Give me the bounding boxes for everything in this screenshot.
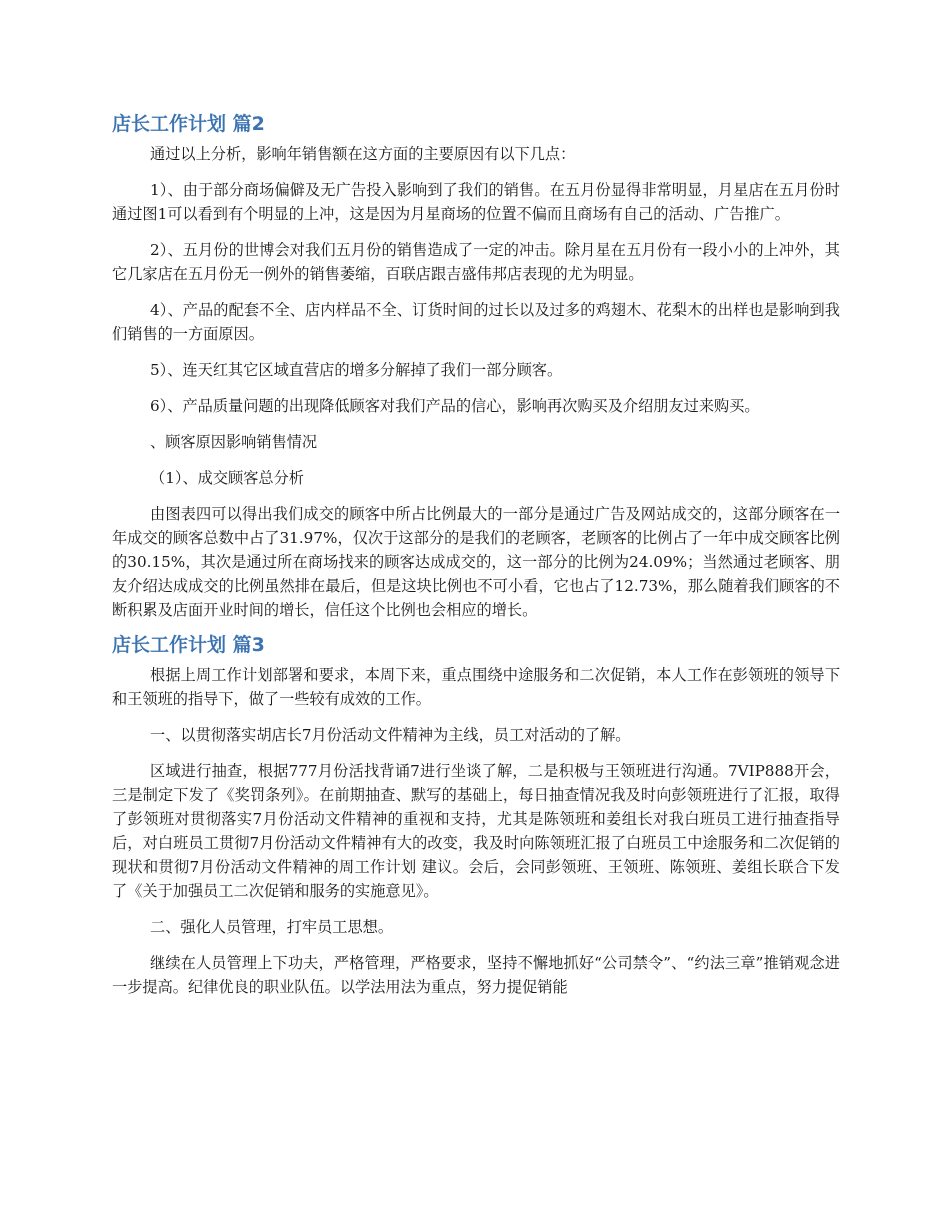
paragraph: 5）、连天红其它区域直营店的增多分解掉了我们一部分顾客。 [150, 361, 563, 379]
paragraph: 4）、产品的配套不全、店内样品不全、订货时间的过长以及过多的鸡翅木、花梨木的出样也是影响到我们销售的一方面原因。 [112, 301, 840, 343]
paragraph: 二、强化人员管理，打牢员工思想。 [150, 918, 393, 936]
paragraph: 一、以贯彻落实胡店长7月份活动文件精神为主线，员工对活动的了解。 [150, 726, 631, 744]
paragraph: 6）、产品质量问题的出现降低顾客对我们产品的信心，影响再次购买及介绍朋友过来购买。 [150, 397, 760, 415]
paragraph: 区域进行抽查，根据777月份活找背诵7进行坐谈了解，二是积极与王领班进行沟通。7VIP888开会，三是制定下发了《奖罚条列》。在前期抽查、默写的基础上，每日抽查情况我及时向彭领班进行了汇报，取得了彭领班对贯彻落实7月份活动文件精神的重视和支持，尤其是陈领班和姜组长对我白班员工进行抽查指导后，对白班员工贯彻7月份活动文件精神有大的改变，我及时向陈领班汇报了白班员工中途服务和二次促销的现状和贯彻7月份活动文件精神的周工作计划 建议。会后，会同彭领班、王领班、陈领班、姜组长联合下发了《关于加强员工二次促销和服务的实施意见》。 [112, 762, 840, 900]
paragraph: 通过以上分析，影响年销售额在这方面的主要原因有以下几点： [150, 145, 576, 163]
section-heading-2: 店长工作计划 篇2 [112, 113, 265, 135]
document-page [112, 108, 840, 999]
paragraph: （1）、成交顾客总分析 [150, 469, 304, 487]
paragraph: 由图表四可以得出我们成交的顾客中所占比例最大的一部分是通过广告及网站成交的，这部分顾客在一年成交的顾客总数中占了31.97%，仅次于这部分的是我们的老顾客，老顾客的比例占了一年中成交顾客比例的30.15%，其次是通过所在商场找来的顾客达成成交的，这一部分的比例为24.09%；当然通过老顾客、朋友介绍达成成交的比例虽然排在最后，但是这块比例也不可小看，它也占了12.73%，那么随着我们顾客的不断积累及店面开业时间的增长，信任这个比例也会相应的增长。 [112, 505, 840, 619]
paragraph: 1）、由于部分商场偏僻及无广告投入影响到了我们的销售。在五月份显得非常明显，月星店在五月份时通过图1可以看到有个明显的上冲，这是因为月星商场的位置不偏而且商场有自己的活动、广告推广。 [112, 181, 840, 223]
paragraph: 继续在人员管理上下功夫，严格管理，严格要求，坚持不懈地抓好“公司禁令”、“约法三章”推销观念进一步提高。纪律优良的职业队伍。以学法用法为重点，努力提促销能 [112, 954, 840, 996]
paragraph: 根据上周工作计划部署和要求，本周下来，重点围绕中途服务和二次促销，本人工作在彭领班的领导下和王领班的指导下，做了一些较有成效的工作。 [112, 666, 840, 708]
paragraph: 2）、五月份的世博会对我们五月份的销售造成了一定的冲击。除月星在五月份有一段小小的上冲外，其它几家店在五月份无一例外的销售萎缩，百联店跟吉盛伟邦店表现的尤为明显。 [112, 241, 840, 283]
section-heading-3: 店长工作计划 篇3 [112, 634, 265, 656]
paragraph: 、顾客原因影响销售情况 [150, 433, 318, 451]
